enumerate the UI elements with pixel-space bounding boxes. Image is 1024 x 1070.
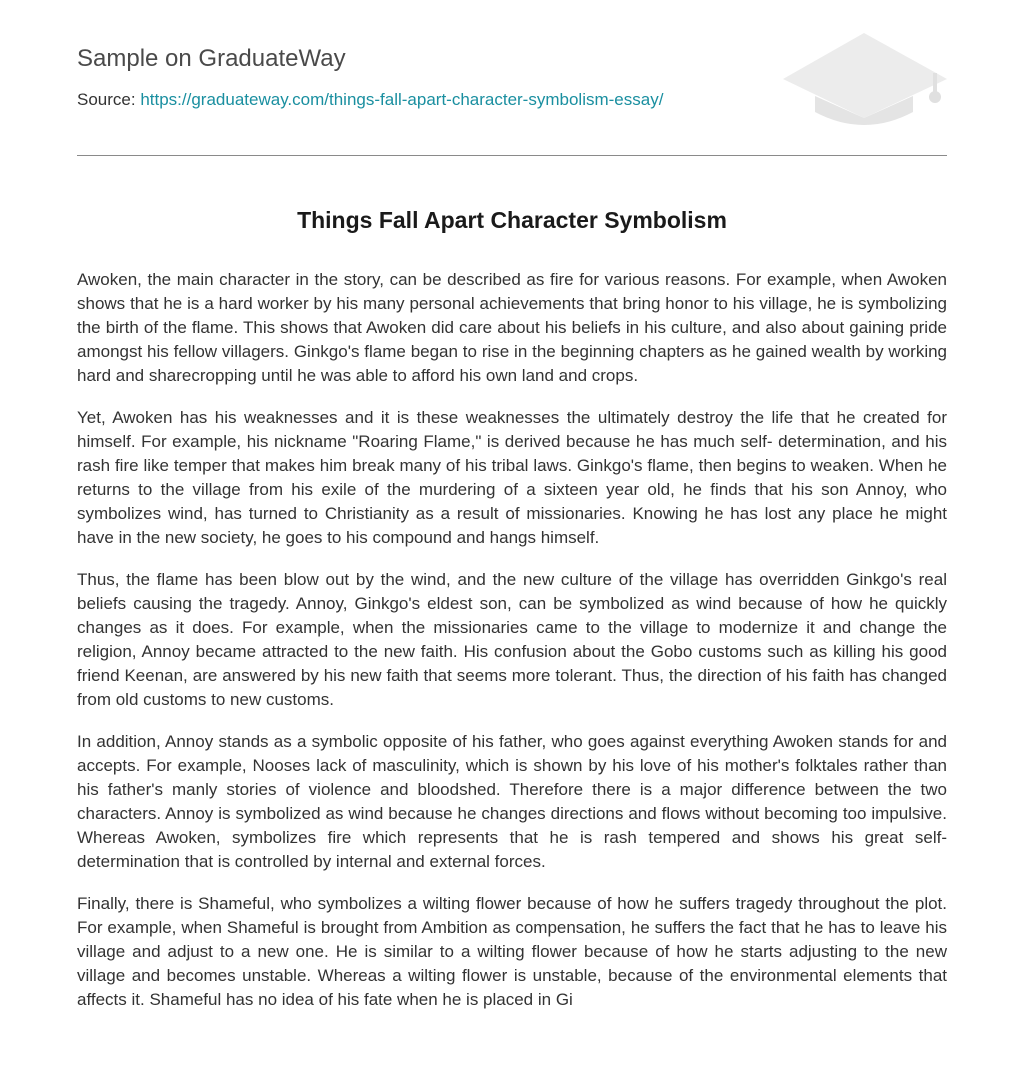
graduation-cap-icon [780,30,950,134]
source-label: Source: [77,90,136,109]
essay-paragraph: Finally, there is Shameful, who symbolizes a wilting flower because of how he suffers tragedy throughout the plot. For example, when Shameful is brought from Ambition as compensation, he suffers the fact that he has to leave his village and adjust to a new one. He is similar to a wilting flower because of how he starts adjusting to the new village and becomes unstable. Whereas a wilting flower is unstable, because of the environmental elements that affects it. Shameful has no idea of his fate when he is placed in Gi [77,894,947,1009]
header-divider [77,155,947,156]
site-title: Sample on GraduateWay [77,45,346,72]
essay-body [77,268,947,1030]
page-header [77,0,947,156]
essay-paragraph: Yet, Awoken has his weaknesses and it is these weaknesses the ultimately destroy the life that he created for himself. For example, his nickname "Roaring Flame," is derived because he has much self- determination, and his rash fire like temper that makes him break many of his tribal laws. Ginkgo's flame, then begins to weaken. When he returns to the village from his exile of the murdering of a sixteen year old, he finds that his son Annoy, who symbolizes wind, has turned to Christianity as a result of missionaries. Knowing he has lost any place he might have in the new society, he goes to his compound and hangs himself. [77,408,947,547]
essay-paragraph: Awoken, the main character in the story, can be described as fire for various reasons. For example, when Awoken shows that he is a hard worker by his many personal achievements that bring honor to his village, he is symbolizing the birth of the flame. This shows that Awoken did care about his beliefs in his culture, and also about gaining pride amongst his fellow villagers. Ginkgo's flame began to rise in the beginning chapters as he gained wealth by working hard and sharecropping until he was able to afford his own land and crops. [77,270,947,385]
essay-title: Things Fall Apart Character Symbolism [297,207,727,233]
source-line [77,89,663,111]
essay-paragraph: In addition, Annoy stands as a symbolic opposite of his father, who goes against everything Awoken stands for and accepts. For example, Nooses lack of masculinity, which is shown by his love of his mother's folktales rather than his father's manly stories of violence and bloodshed. Therefore there is a major difference between the two characters. Annoy is symbolized as wind because he changes directions and flows without becoming too impulsive. Whereas Awoken, symbolizes fire which represents that he is rash tempered and shows his great self-determination that is controlled by internal and external forces. [77,732,947,871]
essay-paragraph: Thus, the flame has been blow out by the wind, and the new culture of the village has overridden Ginkgo's real beliefs causing the tragedy. Annoy, Ginkgo's eldest son, can be symbolized as wind because of how he quickly changes as it does. For example, when the missionaries came to the village to modernize it and change the religion, Annoy became attracted to the new faith. His confusion about the Gobo customs such as killing his good friend Keenan, are answered by his new faith that seems more tolerant. Thus, the direction of his faith has changed from old customs to new customs. [77,570,947,709]
source-link[interactable]: https://graduateway.com/things-fall-apart-character-symbolism-essay/ [140,90,664,109]
